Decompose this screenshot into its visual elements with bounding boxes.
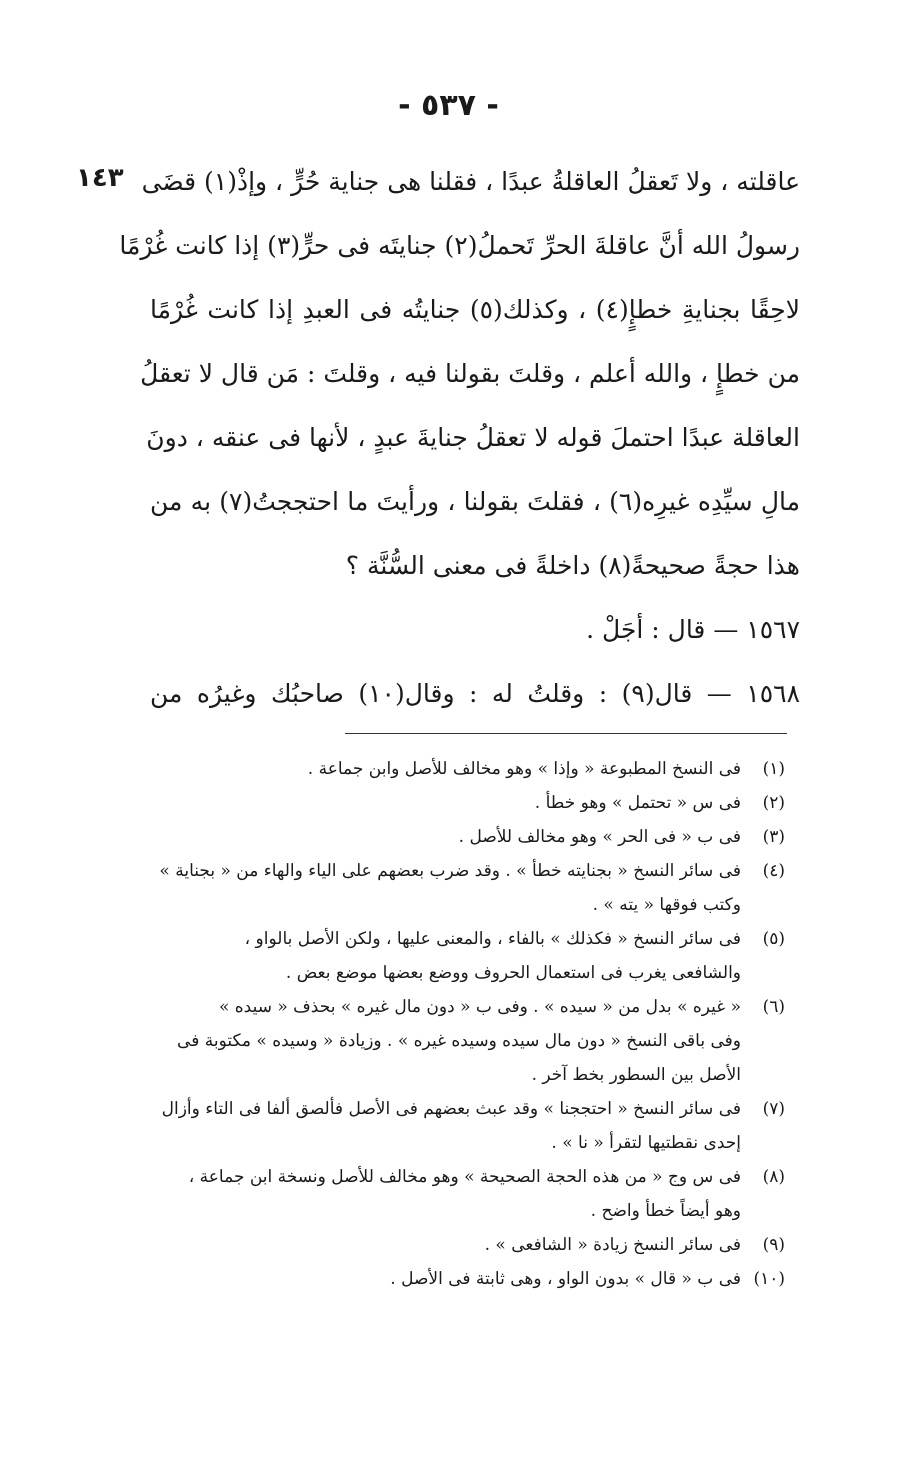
footnote — [135, 786, 785, 820]
footnote-number: (٤) — [762, 861, 785, 881]
main-text-line: هذا حجةً صحيحةً(٨) داخلةً فى معنى السُّنَّة ؟ — [345, 551, 800, 580]
footnote-text: وهو أيضاً خطأ واضح . — [590, 1201, 741, 1221]
footnote-number: (٢) — [762, 793, 785, 813]
main-text-line: عاقلته ، ولا تَعقلُ العاقلةُ عبدًا ، فقلنا هى جناية حُرٍّ ، وإذْ(١) قضَى — [141, 167, 800, 196]
footnote-number: (٦) — [762, 997, 785, 1017]
footnote-text: فى سائر النسخ « فكذلك » بالفاء ، والمعنى عليها ، ولكن الأصل بالواو ، — [244, 929, 741, 949]
footnote-number: (٩) — [762, 1235, 785, 1255]
footnote-text: فى س « تحتمل » وهو خطأ . — [534, 793, 741, 813]
footnote — [135, 854, 785, 922]
footnote-text: فى سائر النسخ زيادة « الشافعى » . — [484, 1235, 741, 1255]
footnote-text: فى سائر النسخ « احتججنا » وقد عبث بعضهم فى الأصل فألصق ألفا فى التاء وأزال — [161, 1099, 741, 1119]
footnote-number: (١٠) — [753, 1269, 785, 1289]
footnote — [135, 1160, 785, 1228]
footnote-text: فى سائر النسخ « بجنايته خطأ » . وقد ضرب بعضهم على الياء والهاء من « بجناية » — [159, 861, 741, 881]
main-text-line: العاقلة عبدًا احتملَ قوله لا تعقلُ جنايةَ عبدٍ ، لأنها فى عنقه ، دونَ — [146, 423, 800, 452]
footnote — [135, 922, 785, 990]
footnote-text: الأصل بين السطور بخط آخر . — [531, 1065, 741, 1085]
footnote — [135, 820, 785, 854]
main-text-line: مالِ سيِّدِه غيرِه(٦) ، فقلتَ بقولنا ، ورأيتَ ما احتججتُ(٧) به من — [150, 487, 800, 516]
footnote-number: (١) — [762, 759, 785, 779]
footnote-text: والشافعى يغرب فى استعمال الحروف ووضع بعضها موضع بعض . — [285, 963, 741, 983]
footnote-number: (٨) — [762, 1167, 785, 1187]
page-number: - ٥٣٧ - — [398, 88, 499, 123]
main-text-line: رسولُ الله أنَّ عاقلةَ الحرِّ تَحملُ(٢) جنايتَه فى حرٍّ(٣) إذا كانت غُرْمًا — [119, 231, 800, 260]
footnote-text: فى النسخ المطبوعة « وإذا » وهو مخالف للأصل وابن جماعة . — [307, 759, 741, 779]
footnote — [135, 1228, 785, 1262]
main-text-line: ١٥٦٨ — قال(٩) : وقلتُ له : وقال(١٠) صاحبُك وغيرُه من — [150, 679, 800, 708]
footnote-number: (٧) — [762, 1099, 785, 1119]
footnote-text: فى ب « قال » بدون الواو ، وهى ثابتة فى الأصل . — [390, 1269, 741, 1289]
footnote-text: إحدى نقطتيها لتقرأ « نا » . — [551, 1133, 741, 1153]
footnote-number: (٣) — [762, 827, 785, 847]
footnote — [135, 752, 785, 786]
footnote — [135, 990, 785, 1092]
footnote — [135, 1092, 785, 1160]
footnote-text: وفى باقى النسخ « دون مال سيده وسيده غيره » . وزيادة « وسيده » مكتوبة فى — [177, 1031, 741, 1051]
footnote-text: وكتب فوقها « يته » . — [592, 895, 741, 915]
main-text-line: لاحِقًا بجنايةِ خطإٍ(٤) ، وكذلك(٥) جنايتُه فى العبدِ إذا كانت غُرْمًا — [150, 295, 800, 324]
main-text — [119, 150, 800, 726]
footnote-text: فى ب « فى الحر » وهو مخالف للأصل . — [458, 827, 741, 847]
main-text-line: ١٥٦٧ — قال : أجَلْ . — [586, 615, 800, 644]
footnote-number: (٥) — [762, 929, 785, 949]
footnote — [135, 1262, 785, 1296]
margin-paragraph-number: ١٤٣ — [76, 163, 124, 193]
footnote-text: فى س وج « من هذه الحجة الصحيحة » وهو مخالف للأصل ونسخة ابن جماعة ، — [188, 1167, 741, 1187]
footnote-divider — [345, 733, 787, 734]
footnote-text: « غيره » بدل من « سيده » . وفى ب « دون مال غيره » بحذف « سيده » — [218, 997, 741, 1017]
main-text-line: من خطإٍ ، والله أعلم ، وقلتَ بقولنا فيه ، وقلتَ : مَن قال لا تعقلُ — [140, 359, 800, 388]
footnotes — [135, 752, 785, 1296]
